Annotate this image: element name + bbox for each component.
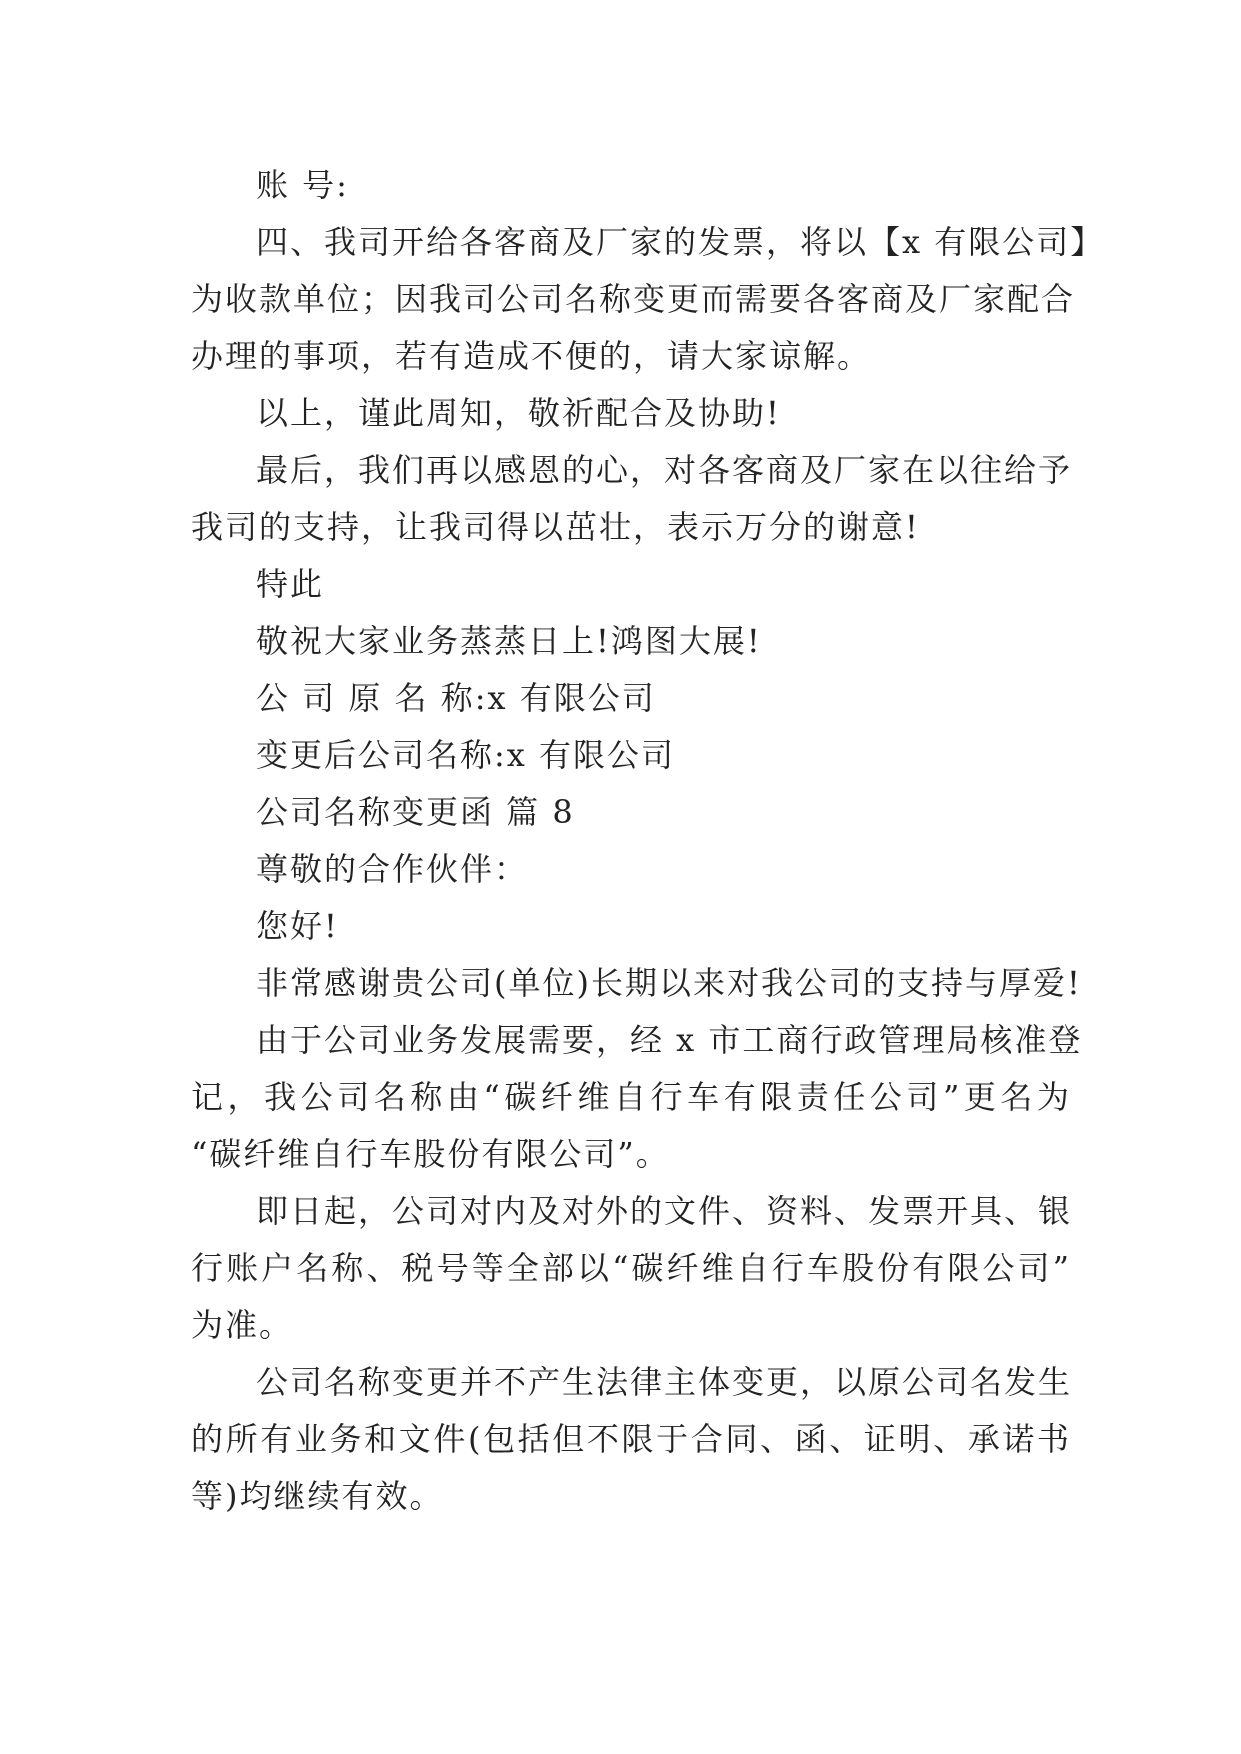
effective-line-2: 行账户名称、税号等全部以“碳纤维自行车股份有限公司” — [191, 1249, 1071, 1287]
gratitude-line: 非常感谢贵公司(单位)长期以来对我公司的支持与厚爱! — [256, 964, 1082, 1002]
effective-line-3: 为准。 — [191, 1306, 294, 1344]
salutation-line: 尊敬的合作伙伴： — [256, 850, 529, 888]
effective-line-1: 即日起，公司对内及对外的文件、资料、发票开具、银 — [256, 1192, 1073, 1230]
account-number-line: 账 号: — [256, 166, 349, 204]
section-title: 公司名称变更函 篇 8 — [256, 793, 575, 831]
paragraph-four-line-1: 四、我司开给各客商及厂家的发票，将以【x 有限公司】 — [256, 223, 1105, 261]
wishes-line: 敬祝大家业务蒸蒸日上!鸿图大展! — [256, 622, 762, 660]
thanks-line-1: 最后，我们再以感恩的心，对各客商及厂家在以往给予 — [256, 451, 1073, 489]
legal-line-2: 的所有业务和文件(包括但不限于合同、函、证明、承诺书 — [191, 1420, 1071, 1458]
name-change-line-2: 记，我公司名称由“碳纤维自行车有限责任公司”更名为 — [191, 1078, 1071, 1116]
paragraph-four-line-3: 办理的事项，若有造成不便的，请大家谅解。 — [191, 337, 872, 375]
thanks-line-2: 我司的支持，让我司得以茁壮，表示万分的谢意! — [191, 508, 920, 546]
new-name-line: 变更后公司名称:x 有限公司 — [256, 736, 676, 774]
special-note-line: 特此 — [256, 565, 325, 603]
name-change-line-3: “碳纤维自行车股份有限公司”。 — [191, 1135, 670, 1173]
legal-line-1: 公司名称变更并不产生法律主体变更，以原公司名发生 — [256, 1363, 1073, 1401]
greeting-line: 您好! — [256, 907, 339, 945]
original-name-line: 公 司 原 名 称:x 有限公司 — [256, 679, 656, 717]
notice-line: 以上，谨此周知，敬祈配合及协助! — [256, 394, 781, 432]
legal-line-3: 等)均继续有效。 — [191, 1477, 444, 1515]
name-change-line-1: 由于公司业务发展需要，经 x 市工商行政管理局核准登 — [256, 1021, 1083, 1059]
paragraph-four-line-2: 为收款单位；因我司公司名称变更而需要各客商及厂家配合 — [191, 280, 1076, 318]
